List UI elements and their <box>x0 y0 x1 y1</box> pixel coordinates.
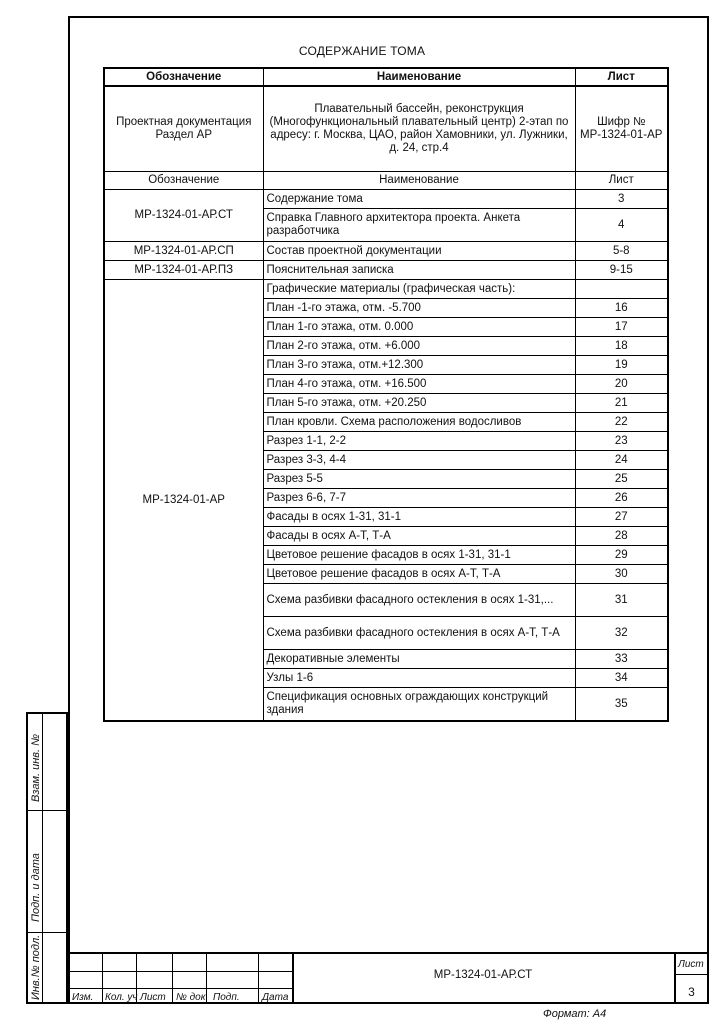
table-header <box>104 68 668 86</box>
table-row <box>104 261 668 280</box>
intro-row <box>104 86 668 172</box>
stamp-sheet-label: Лист <box>678 959 704 970</box>
format-label: Формат: А4 <box>543 1008 607 1020</box>
row-name: План 5-го этажа, отм. +20.250 <box>263 394 575 413</box>
stamp-sheet-number: 3 <box>688 985 695 999</box>
subheader-row <box>104 172 668 190</box>
row-sheet: 19 <box>575 356 668 375</box>
row-sheet: 3 <box>575 190 668 209</box>
row-sheet <box>575 280 668 299</box>
header-sheet: Лист <box>575 68 668 86</box>
row-name: Справка Главного архитектора проекта. Анкета разработчика <box>263 209 575 242</box>
stamp-col-sign: Подп. <box>213 992 240 1003</box>
row-sheet: 5-8 <box>575 242 668 261</box>
side-line <box>28 810 66 811</box>
subheader-name: Наименование <box>263 172 575 190</box>
row-name: Цветовое решение фасадов в осях 1-31, 31-1 <box>263 546 575 565</box>
row-name: Цветовое решение фасадов в осях А-Т, Т-А <box>263 565 575 584</box>
row-sheet: 31 <box>575 584 668 617</box>
side-strip <box>26 712 68 1004</box>
row-name: План 2-го этажа, отм. +6.000 <box>263 337 575 356</box>
page-title: СОДЕРЖАНИЕ ТОМА <box>298 44 426 58</box>
row-sheet: 9-15 <box>575 261 668 280</box>
row-sheet: 18 <box>575 337 668 356</box>
row-sheet: 25 <box>575 470 668 489</box>
row-designation: МР-1324-01-АР <box>104 280 263 722</box>
side-label-inv-orig: Инв.№ подл. <box>30 934 42 1000</box>
side-label-replace-inv: Взам. инв. № <box>30 733 42 802</box>
row-name: План 1-го этажа, отм. 0.000 <box>263 318 575 337</box>
subheader-sheet: Лист <box>575 172 668 190</box>
row-name: Разрез 3-3, 4-4 <box>263 451 575 470</box>
row-sheet: 30 <box>575 565 668 584</box>
row-sheet: 22 <box>575 413 668 432</box>
row-sheet: 35 <box>575 688 668 722</box>
row-sheet: 20 <box>575 375 668 394</box>
stamp-col-date: Дата <box>262 992 289 1003</box>
row-name: Фасады в осях А-Т, Т-А <box>263 527 575 546</box>
row-name: Пояснительная записка <box>263 261 575 280</box>
row-name: Декоративные элементы <box>263 650 575 669</box>
row-sheet: 26 <box>575 489 668 508</box>
row-sheet: 17 <box>575 318 668 337</box>
stamp-code: МР-1324-01-АР.СТ <box>433 969 533 981</box>
row-name: Схема разбивки фасадного остекления в осях А-Т, Т-А <box>263 617 575 650</box>
side-label-sign-date: Подп. и дата <box>30 853 42 922</box>
row-name: Схема разбивки фасадного остекления в осях 1-31,... <box>263 584 575 617</box>
row-name: Спецификация основных ограждающих конструкций здания <box>263 688 575 722</box>
row-name: Фасады в осях 1-31, 31-1 <box>263 508 575 527</box>
intro-title: Плавательный бассейн, реконструкция (Многофункциональный плавательный центр) 2-этап по адресу: г. Москва, ЦАО, район Хамовники, ул. Лужники, д. 24, стр.4 <box>263 86 575 172</box>
title-block <box>68 952 709 1004</box>
intro-cipher: Шифр № МР-1324-01-АР <box>575 86 668 172</box>
contents-table <box>103 67 669 722</box>
row-name: Разрез 5-5 <box>263 470 575 489</box>
header-name: Наименование <box>263 68 575 86</box>
header-designation: Обозначение <box>104 68 263 86</box>
row-sheet: 34 <box>575 669 668 688</box>
row-sheet: 23 <box>575 432 668 451</box>
table-row <box>104 280 668 299</box>
stamp-col-sheet: Лист <box>140 992 166 1003</box>
row-sheet: 21 <box>575 394 668 413</box>
row-sheet: 24 <box>575 451 668 470</box>
row-name: Узлы 1-6 <box>263 669 575 688</box>
stamp-col-doc: № док <box>176 992 206 1003</box>
row-designation: МР-1324-01-АР.СТ <box>104 190 263 242</box>
row-sheet: 32 <box>575 617 668 650</box>
row-name: Состав проектной документации <box>263 242 575 261</box>
row-name: Разрез 1-1, 2-2 <box>263 432 575 451</box>
row-designation: МР-1324-01-АР.ПЗ <box>104 261 263 280</box>
row-name: Разрез 6-6, 7-7 <box>263 489 575 508</box>
row-sheet: 4 <box>575 209 668 242</box>
table-row <box>104 242 668 261</box>
subheader-designation: Обозначение <box>104 172 263 190</box>
row-name: План 4-го этажа, отм. +16.500 <box>263 375 575 394</box>
row-designation: МР-1324-01-АР.СП <box>104 242 263 261</box>
row-name: План кровли. Схема расположения водосливов <box>263 413 575 432</box>
row-name: Графические материалы (графическая часть): <box>263 280 575 299</box>
table-row <box>104 190 668 209</box>
row-sheet: 28 <box>575 527 668 546</box>
stamp-col-change: Изм. <box>72 992 94 1003</box>
side-line <box>28 932 66 933</box>
row-name: План -1-го этажа, отм. -5.700 <box>263 299 575 318</box>
row-sheet: 29 <box>575 546 668 565</box>
side-divider <box>42 714 43 1002</box>
intro-designation: Проектная документация Раздел АР <box>104 86 263 172</box>
stamp-col-count: Кол. уч <box>105 992 138 1003</box>
row-sheet: 16 <box>575 299 668 318</box>
row-name: План 3-го этажа, отм.+12.300 <box>263 356 575 375</box>
row-sheet: 33 <box>575 650 668 669</box>
row-name: Содержание тома <box>263 190 575 209</box>
row-sheet: 27 <box>575 508 668 527</box>
